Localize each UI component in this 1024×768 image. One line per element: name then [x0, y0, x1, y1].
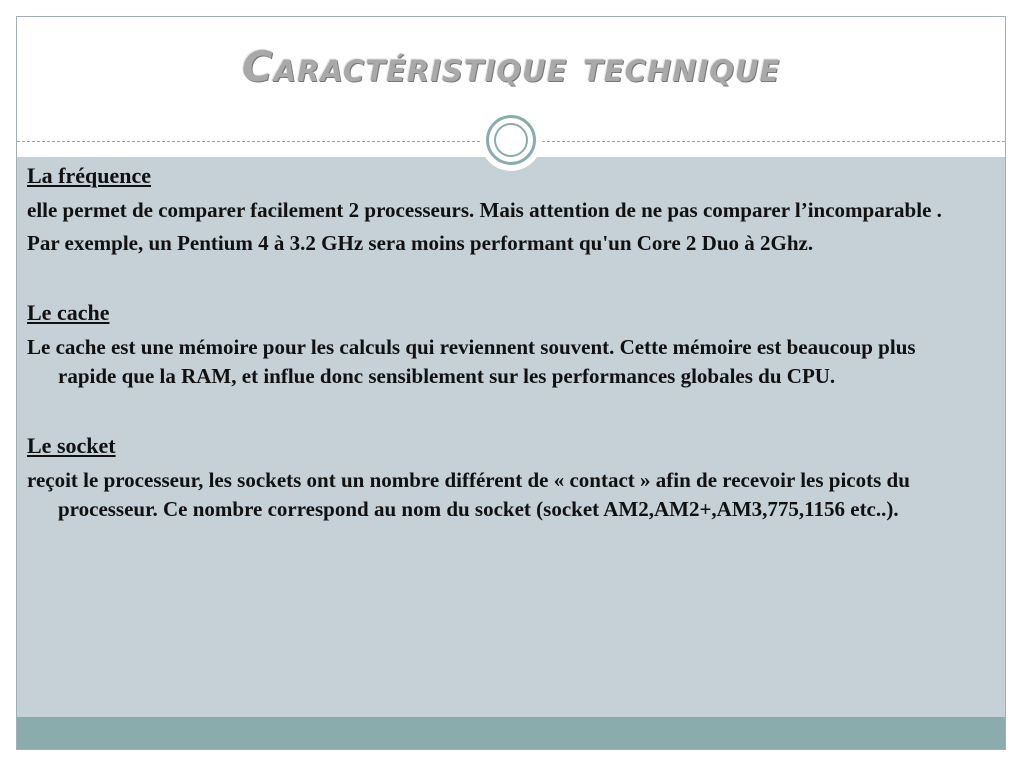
outer-ring — [486, 115, 536, 165]
paragraph: elle permet de comparer facilement 2 processeurs. Mais attention de ne pas comparer l’incomparable . — [27, 198, 942, 222]
section-spacer — [27, 262, 967, 298]
slide-title: Caractéristique technique — [241, 42, 781, 91]
section-heading: Le socket — [27, 433, 116, 458]
section-frequence — [27, 161, 967, 258]
paragraph: Par exemple, un Pentium 4 à 3.2 GHz sera moins performant qu'un Core 2 Duo à 2Ghz. — [27, 231, 814, 255]
section-socket — [27, 431, 967, 524]
slide-body — [27, 161, 967, 528]
inner-ring — [494, 123, 528, 157]
section-heading: Le cache — [27, 300, 110, 325]
paragraph: reçoit le processeur, les sockets ont un nombre différent de « contact » afin de recevoir les picots du processeur. Ce nombre correspond au nom du socket (socket AM2,AM2+,AM3,775,1156 etc..). — [27, 468, 910, 521]
section-heading: La fréquence — [27, 163, 152, 188]
paragraph: Le cache est une mémoire pour les calculs qui reviennent souvent. Cette mémoire est beaucoup plus rapide que la RAM, et influe donc sensiblement sur les performances globales du CPU. — [27, 335, 916, 388]
section-spacer — [27, 395, 967, 431]
section-cache — [27, 298, 967, 391]
footer-bar — [17, 717, 1005, 750]
